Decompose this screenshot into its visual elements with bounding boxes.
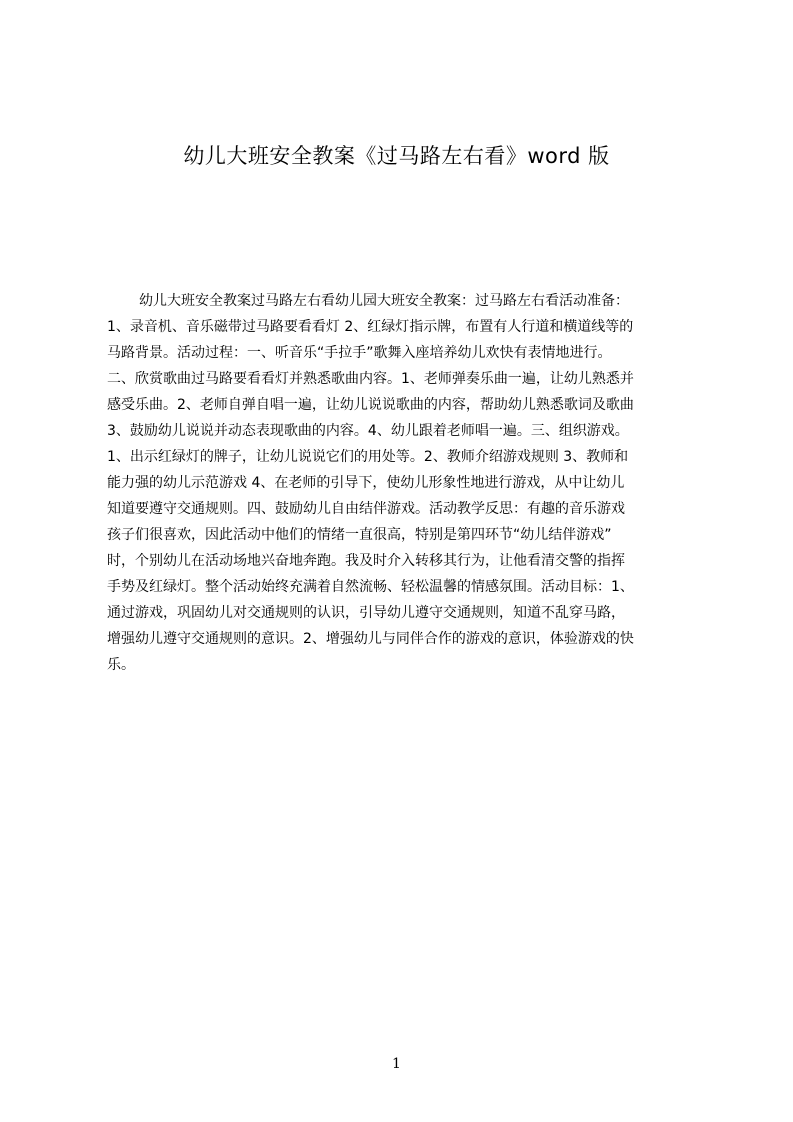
paragraph-line: 3、鼓励幼儿说说并动态表现歌曲的内容。4、幼儿跟着老师唱一遍。三、组织游戏。: [107, 423, 629, 439]
paragraph-line: 通过游戏，巩固幼儿对交通规则的认识，引导幼儿遵守交通规则，知道不乱穿马路，: [107, 605, 625, 621]
paragraph-line: 增强幼儿遵守交通规则的意识。2、增强幼儿与同伴合作的游戏的意识，体验游戏的快: [107, 631, 634, 647]
paragraph-line: 马路背景。活动过程：一、听音乐“手拉手”歌舞入座培养幼儿欢快有表情地进行。: [107, 345, 612, 361]
paragraph-line: 孩子们很喜欢，因此活动中他们的情绪一直很高，特别是第四环节“幼儿结伴游戏”: [107, 527, 612, 543]
paragraph-line: 时，个别幼儿在活动场地兴奋地奔跑。我及时介入转移其行为，让他看清交警的指挥: [107, 553, 625, 569]
paragraph-line: 感受乐曲。2、老师自弹自唱一遍，让幼儿说说歌曲的内容，帮助幼儿熟悉歌词及歌曲: [107, 397, 634, 413]
document-title: 幼儿大班安全教案《过马路左右看》word 版: [183, 144, 610, 168]
paragraph-line: 幼儿大班安全教案过马路左右看幼儿园大班安全教案：过马路左右看活动准备：: [139, 293, 629, 309]
paragraph-line: 能力强的幼儿示范游戏 4、在老师的引导下，使幼儿形象性地进行游戏，从中让幼儿: [107, 475, 625, 491]
paragraph-line: 知道要遵守交通规则。四、鼓励幼儿自由结伴游戏。活动教学反思：有趣的音乐游戏: [107, 501, 625, 517]
paragraph-line: 手势及红绿灯。整个活动始终充满着自然流畅、轻松温馨的情感氛围。活动目标：1、: [107, 579, 634, 595]
paragraph-line: 1、出示红绿灯的牌子，让幼儿说说它们的用处等。2、教师介绍游戏规则 3、教师和: [107, 449, 629, 465]
paragraph-line: 乐。: [107, 657, 135, 673]
paragraph-line: 1、录音机、音乐磁带过马路要看看灯 2、红绿灯指示牌，布置有人行道和横道线等的: [107, 319, 634, 335]
body-paragraph: [107, 288, 697, 678]
paragraph-line: 二、欣赏歌曲过马路要看看灯并熟悉歌曲内容。1、老师弹奏乐曲一遍，让幼儿熟悉并: [107, 371, 634, 387]
page-number: 1: [392, 1056, 401, 1072]
